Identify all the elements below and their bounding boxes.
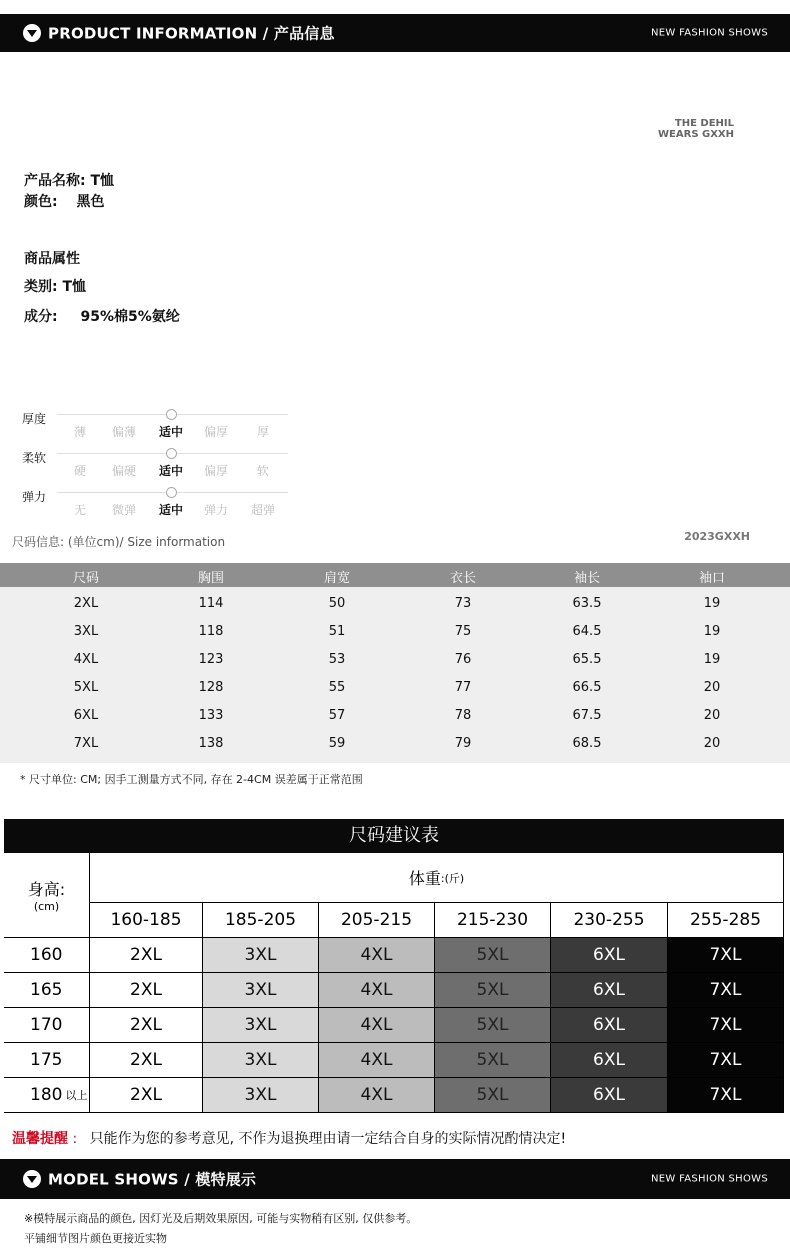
size-col-header: 衣长 [449, 571, 476, 586]
scale-label: 柔软 [22, 451, 47, 465]
size-suggestion: 4XL [319, 938, 435, 973]
size-suggestion: 5XL [435, 1078, 551, 1113]
weight-unit: :(斤) [440, 871, 465, 885]
scale-option: 软 [256, 464, 269, 478]
size-suggestion: 2XL [90, 1008, 203, 1043]
product-name-label: 产品名称: [24, 173, 86, 189]
height-number: 175 [30, 1050, 63, 1070]
size-suggestion: 6XL [551, 1078, 668, 1113]
size-suggestion: 2XL [90, 1078, 203, 1113]
size-cell: 19 [703, 596, 721, 611]
height-number: 170 [30, 1015, 63, 1035]
size-cell: 75 [454, 624, 472, 639]
size-suggestion: 3XL [203, 1078, 319, 1113]
product-color [24, 191, 104, 211]
reminder-text: 只能作为您的参考意见, 不作为退换理由请一定结合自身的实际情况酌情决定! [89, 1131, 567, 1147]
size-cell: 68.5 [572, 736, 602, 751]
size-cell: 63.5 [572, 596, 602, 611]
height-number: 180 [30, 1085, 63, 1105]
size-table-header [0, 563, 790, 587]
size-note: * 尺寸单位: CM; 因手工测量方式不同, 存在 2-4CM 误差属于正常范围 [20, 773, 363, 786]
weight-label-cell [90, 853, 784, 903]
size-suggestion: 5XL [435, 973, 551, 1008]
weight-range: 205-215 [319, 903, 435, 938]
size-cell: 20 [703, 680, 721, 695]
size-cell: 66.5 [572, 680, 602, 695]
brand-line-2: WEARS GXXH [658, 129, 734, 140]
size-suggestion: 3XL [203, 973, 319, 1008]
size-info-label: 尺码信息: (单位cm)/ Size information [12, 535, 226, 549]
size-cell: 19 [703, 624, 721, 639]
size-cell: 55 [328, 680, 346, 695]
size-suggestion: 3XL [203, 1008, 319, 1043]
height-suffix: 以上 [65, 1089, 88, 1102]
size-suggestion: 7XL [668, 1078, 784, 1113]
height-value [4, 1078, 90, 1113]
scale-option: 超弹 [250, 503, 275, 517]
size-cell: 20 [703, 708, 721, 723]
weight-range: 230-255 [551, 903, 668, 938]
height-value [4, 938, 90, 973]
scale-option: 厚 [256, 425, 269, 439]
scale-option: 无 [73, 503, 86, 517]
size-cell: 78 [454, 708, 472, 723]
reminder-label: 温馨提醒 [12, 1131, 68, 1147]
size-suggestion: 6XL [551, 938, 668, 973]
size-suggestion: 5XL [435, 938, 551, 973]
scale-option: 微弹 [111, 503, 136, 517]
scale-option: 偏硬 [111, 464, 136, 478]
size-cell: 67.5 [572, 708, 602, 723]
size-suggestion: 3XL [203, 1043, 319, 1078]
product-color-label: 颜色: [24, 194, 58, 210]
reminder [12, 1128, 566, 1148]
scale-option: 偏厚 [203, 425, 228, 439]
size-cell: 114 [198, 596, 224, 611]
size-cell: 79 [454, 736, 472, 751]
size-suggestion: 6XL [551, 973, 668, 1008]
size-suggestion: 5XL [435, 1043, 551, 1078]
size-cell: 77 [454, 680, 472, 695]
weight-label: 体重 [408, 869, 441, 888]
chevron-down-icon [23, 1170, 41, 1188]
product-name-value: T恤 [90, 173, 115, 189]
attributes-title: 商品属性 [24, 251, 80, 267]
size-suggest-grid [4, 819, 784, 1113]
size-cell: 50 [328, 596, 346, 611]
product-info-header [0, 14, 790, 52]
model-note-2: 平铺细节图片颜色更接近实物 [24, 1232, 167, 1245]
height-number: 160 [30, 945, 63, 965]
product-color-value: 黑色 [76, 194, 105, 210]
size-suggestion: 2XL [90, 1043, 203, 1078]
scale-label: 弹力 [22, 490, 47, 504]
size-col-header: 肩宽 [323, 571, 350, 586]
size-cell: 123 [198, 652, 224, 667]
scale-marker [166, 448, 177, 459]
weight-range: 160-185 [90, 903, 203, 938]
model-note-1: ※模特展示商品的颜色, 因灯光及后期效果原因, 可能与实物稍有区别, 仅供参考。 [24, 1212, 418, 1225]
category-value: T恤 [62, 279, 87, 295]
size-cell: 118 [198, 624, 224, 639]
size-cell: 128 [198, 680, 224, 695]
scale-option: 适中 [158, 503, 183, 517]
scale-option: 偏厚 [203, 464, 228, 478]
suggest-title: 尺码建议表 [349, 825, 439, 846]
size-suggestion: 7XL [668, 938, 784, 973]
size-cell: 5XL [73, 680, 99, 695]
scale-option: 偏薄 [111, 425, 136, 439]
size-suggestion: 7XL [668, 1043, 784, 1078]
size-table-body [0, 587, 790, 763]
scale-option: 适中 [158, 464, 183, 478]
scale-marker [166, 409, 177, 420]
size-cell: 19 [703, 652, 721, 667]
size-cell: 59 [328, 736, 346, 751]
weight-range: 255-285 [668, 903, 784, 938]
scale-label: 厚度 [22, 412, 47, 426]
size-suggestion: 4XL [319, 1043, 435, 1078]
size-suggestion: 6XL [551, 1008, 668, 1043]
size-cell: 65.5 [572, 652, 602, 667]
material-value: 95%棉5%氨纶 [80, 309, 180, 325]
size-cell: 20 [703, 736, 721, 751]
size-suggestion: 2XL [90, 938, 203, 973]
size-suggestion: 2XL [90, 973, 203, 1008]
model-tagline: NEW FASHION SHOWS [651, 1173, 768, 1185]
size-cell: 7XL [73, 736, 99, 751]
size-cell: 2XL [73, 596, 99, 611]
height-value [4, 1043, 90, 1078]
scale-option: 薄 [73, 425, 86, 439]
size-suggestion: 5XL [435, 1008, 551, 1043]
size-cell: 51 [328, 624, 346, 639]
size-cell: 4XL [73, 652, 99, 667]
category-label: 类别: [24, 279, 58, 295]
height-number: 165 [30, 980, 63, 1000]
height-label-cell [4, 853, 90, 938]
height-unit: (cm) [33, 900, 60, 913]
size-cell: 76 [454, 652, 472, 667]
size-suggestion: 6XL [551, 1043, 668, 1078]
scale-marker [166, 487, 177, 498]
header-tagline: NEW FASHION SHOWS [651, 27, 768, 39]
brand-mark [658, 118, 734, 140]
size-cell: 6XL [73, 708, 99, 723]
height-value [4, 1008, 90, 1043]
size-cell: 138 [198, 736, 224, 751]
size-cell: 53 [328, 652, 346, 667]
model-title: MODEL SHOWS / 模特展示 [48, 1170, 257, 1189]
size-cell: 64.5 [572, 624, 602, 639]
size-suggestion: 3XL [203, 938, 319, 973]
product-material [24, 306, 180, 326]
size-col-header: 尺码 [72, 571, 99, 586]
scale-option: 硬 [73, 464, 86, 478]
size-suggestion: 4XL [319, 1008, 435, 1043]
size-col-header: 胸围 [197, 571, 224, 586]
size-cell: 3XL [73, 624, 99, 639]
size-cell: 133 [198, 708, 224, 723]
reminder-colon: : [72, 1131, 78, 1147]
size-suggestion: 7XL [668, 1008, 784, 1043]
product-name [24, 170, 114, 190]
model-shows-header [0, 1159, 790, 1199]
scale-option: 弹力 [203, 503, 228, 517]
weight-range: 185-205 [203, 903, 319, 938]
scale-option: 适中 [158, 425, 183, 439]
product-category [24, 276, 86, 296]
size-suggestion: 4XL [319, 1078, 435, 1113]
size-col-header: 袖长 [573, 571, 600, 586]
material-label: 成分: [24, 309, 58, 325]
weight-range: 215-230 [435, 903, 551, 938]
size-col-header: 袖口 [698, 571, 725, 586]
year-mark: 2023GXXH [684, 530, 750, 543]
size-cell: 73 [454, 596, 472, 611]
height-label: 身高: [27, 880, 66, 899]
height-value [4, 973, 90, 1008]
chevron-down-icon [23, 24, 41, 42]
size-cell: 57 [328, 708, 346, 723]
size-suggestion: 7XL [668, 973, 784, 1008]
size-suggestion: 4XL [319, 973, 435, 1008]
brand-line-1: THE DEHIL [674, 118, 734, 129]
section-title: PRODUCT INFORMATION / 产品信息 [48, 24, 335, 43]
